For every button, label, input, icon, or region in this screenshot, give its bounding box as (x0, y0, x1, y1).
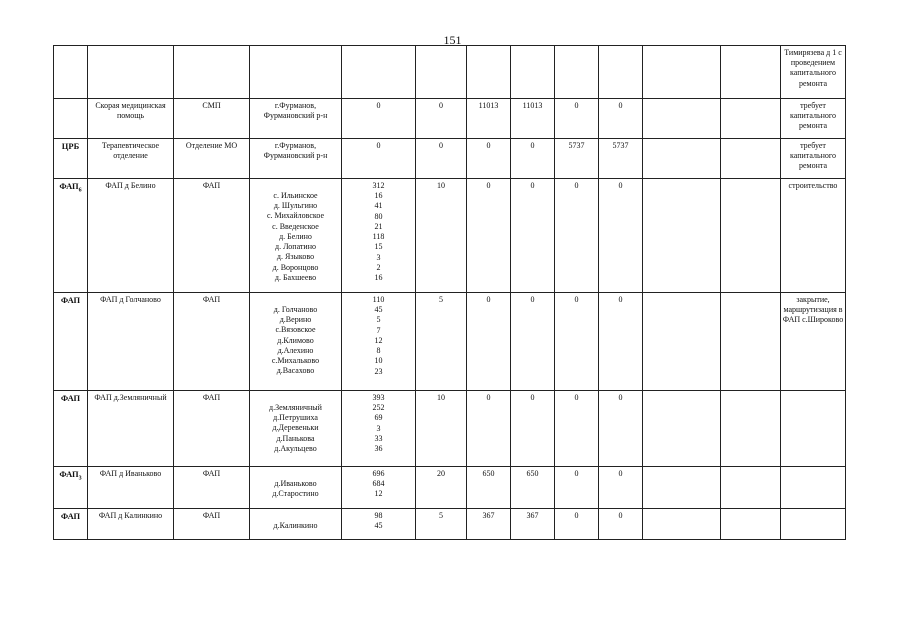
population-value: 0 (376, 101, 381, 110)
value-cell (555, 293, 599, 391)
facility-name-cell (88, 179, 174, 293)
facility-name-cell (88, 509, 174, 540)
population-value: 12 (374, 489, 383, 499)
facility-code: ФАП (59, 181, 79, 191)
settlement-name: д. Языково (276, 252, 315, 262)
value-2: 0 (530, 393, 535, 402)
population-value: 7 (376, 325, 381, 335)
facility-name-cell (88, 46, 174, 99)
facilities-table (53, 45, 846, 540)
facility-type: Отделение МО (185, 141, 238, 150)
population-value: 45 (374, 305, 383, 315)
population-value: 252 (372, 403, 385, 413)
value-1: 650 (482, 469, 495, 478)
settlement-name: д.Панькова (276, 433, 315, 443)
value-cell (511, 99, 555, 139)
value-3: 0 (574, 101, 579, 110)
empty-cell (721, 179, 781, 293)
table-row (54, 179, 846, 293)
settlements-cell (250, 509, 342, 540)
staff-value: 0 (439, 141, 443, 150)
value-cell (511, 509, 555, 540)
value-4: 0 (618, 295, 623, 304)
settlement-name: д. Лопатино (275, 242, 316, 252)
value-cell (643, 509, 721, 540)
facility-name: ФАП д Иваньково (99, 469, 162, 478)
settlement-name: г.Фурманов, (274, 141, 317, 150)
value-4: 0 (618, 393, 623, 402)
settlements-cell (250, 293, 342, 391)
facility-type: ФАП (202, 469, 221, 478)
settlements-cell (250, 467, 342, 509)
settlement-name: с. Михайловское (266, 211, 325, 221)
population-value: 312 (372, 181, 385, 190)
facility-code-cell (54, 467, 88, 509)
settlement-name: Фурмановский р-н (263, 111, 328, 121)
population-value: 5 (376, 315, 381, 325)
population-value: 36 (374, 444, 383, 454)
settlement-name: г.Фурманов, (274, 101, 317, 110)
population-value: 98 (374, 511, 383, 520)
settlement-name (251, 393, 340, 403)
value-cell (599, 99, 643, 139)
table-row (54, 46, 846, 99)
empty-cell (721, 509, 781, 540)
settlements-cell (250, 46, 342, 99)
value-cell (599, 391, 643, 467)
value-cell (555, 139, 599, 179)
population-value: 2 (376, 262, 381, 272)
note-text: закрытие, маршрутизация в ФАП с.Широково (782, 295, 844, 325)
facility-code-cell (54, 99, 88, 139)
value-1: 0 (486, 393, 491, 402)
settlement-name: с. Ильинское (273, 191, 318, 200)
value-cell (599, 467, 643, 509)
value-cell (555, 99, 599, 139)
value-4: 0 (618, 101, 623, 110)
note-cell (781, 509, 846, 540)
settlement-name: Фурмановский р-н (263, 151, 328, 161)
population-value: 23 (374, 366, 383, 376)
settlement-name (251, 295, 340, 305)
settlement-name: д.Иваньково (274, 479, 317, 488)
value-cell (555, 509, 599, 540)
value-cell (511, 293, 555, 391)
facility-type-cell (174, 99, 250, 139)
population-cell (342, 179, 416, 293)
facility-name-cell (88, 99, 174, 139)
settlement-name: д.Верино (279, 315, 312, 325)
value-cell (643, 139, 721, 179)
settlement-name: д.Васахово (276, 366, 315, 376)
settlement-name: д. Белино (279, 231, 312, 241)
value-2: 0 (530, 141, 535, 150)
facility-code: ФАП (60, 393, 81, 403)
value-cell (599, 46, 643, 99)
note-text: требует капитального ремонта (790, 101, 836, 131)
population-value: 45 (374, 521, 383, 531)
value-cell (467, 467, 511, 509)
empty-cell (721, 293, 781, 391)
settlement-name: д.Алехино (277, 345, 314, 355)
note-text: Тимирязева д 1 с проведением капитального ремонта (784, 48, 842, 88)
facility-type-cell (174, 46, 250, 99)
value-1: 0 (486, 141, 491, 150)
facility-name: Терапевтическое отделение (101, 141, 160, 161)
value-cell (511, 467, 555, 509)
table-row (54, 467, 846, 509)
facility-code-index: 3 (78, 475, 82, 482)
facility-name-cell (88, 467, 174, 509)
value-1: 367 (482, 511, 495, 520)
note-cell (781, 179, 846, 293)
settlement-name: д.Старостино (272, 489, 319, 499)
staff-cell (416, 509, 467, 540)
value-cell (511, 179, 555, 293)
staff-cell (416, 293, 467, 391)
population-value: 10 (374, 356, 383, 366)
value-2: 650 (526, 469, 539, 478)
population-value: 69 (374, 413, 383, 423)
note-cell (781, 293, 846, 391)
population-cell (342, 467, 416, 509)
facility-type: ФАП (202, 393, 221, 402)
value-cell (511, 391, 555, 467)
note-text: строительство (788, 181, 838, 190)
settlement-name: д.Калинкино (273, 521, 318, 530)
facility-type-cell (174, 139, 250, 179)
facility-type-cell (174, 467, 250, 509)
value-2: 0 (530, 295, 535, 304)
value-cell (599, 179, 643, 293)
value-4: 0 (618, 511, 623, 520)
value-cell (643, 99, 721, 139)
table-row (54, 139, 846, 179)
facility-type-cell (174, 179, 250, 293)
staff-value: 5 (439, 511, 443, 520)
value-cell (511, 46, 555, 99)
value-cell (555, 391, 599, 467)
value-cell (555, 46, 599, 99)
population-value: 696 (372, 469, 385, 478)
value-3: 0 (574, 511, 579, 520)
value-cell (643, 467, 721, 509)
population-value: 16 (374, 273, 383, 283)
note-text: требует капитального ремонта (790, 141, 836, 171)
settlement-name: д. Воронцово (272, 262, 319, 272)
settlement-name: с.Вязовское (275, 325, 316, 335)
population-value: 80 (374, 211, 383, 221)
note-cell (781, 391, 846, 467)
value-cell (599, 509, 643, 540)
value-2: 11013 (522, 101, 543, 110)
value-3: 0 (574, 295, 579, 304)
note-cell (781, 99, 846, 139)
value-3: 5737 (568, 141, 585, 150)
settlements-cell (250, 139, 342, 179)
value-3: 0 (574, 393, 579, 402)
facility-code-cell (54, 179, 88, 293)
value-cell (467, 179, 511, 293)
value-cell (555, 467, 599, 509)
value-cell (467, 139, 511, 179)
value-3: 0 (574, 469, 579, 478)
facility-name: ФАП д Калинкино (98, 511, 163, 520)
value-cell (467, 293, 511, 391)
population-value: 8 (376, 346, 381, 356)
staff-cell (416, 391, 467, 467)
facility-code-index: 6 (78, 187, 82, 194)
value-1: 0 (486, 181, 491, 190)
settlement-name: д.Земляничный (269, 403, 322, 412)
empty-cell (721, 139, 781, 179)
note-cell (781, 139, 846, 179)
settlement-name (251, 469, 340, 479)
value-1: 0 (486, 295, 491, 304)
staff-value: 10 (437, 181, 445, 190)
settlements-cell (250, 179, 342, 293)
settlements-cell (250, 99, 342, 139)
table-row (54, 391, 846, 467)
facility-type: ФАП (202, 181, 221, 190)
empty-cell (721, 391, 781, 467)
staff-value: 20 (437, 469, 445, 478)
value-cell (467, 509, 511, 540)
population-cell (342, 139, 416, 179)
settlement-name: д.Акульцево (274, 443, 317, 453)
population-value: 15 (374, 242, 383, 252)
facility-name: Скорая медицинская помощь (95, 101, 166, 121)
value-cell (467, 99, 511, 139)
note-cell (781, 467, 846, 509)
note-cell (781, 46, 846, 99)
population-cell (342, 46, 416, 99)
value-4: 5737 (612, 141, 629, 150)
value-cell (467, 391, 511, 467)
population-value: 21 (374, 221, 383, 231)
value-4: 0 (618, 469, 623, 478)
settlement-name: с. Введенское (272, 221, 319, 231)
facility-name-cell (88, 139, 174, 179)
facility-type: ФАП (202, 295, 221, 304)
value-cell (599, 139, 643, 179)
facility-name-cell (88, 293, 174, 391)
facility-name: ФАП д Белино (105, 181, 156, 190)
empty-cell (721, 99, 781, 139)
facility-name: ФАП д.Земляничный (94, 393, 167, 402)
settlement-name (251, 511, 340, 521)
population-value: 110 (372, 295, 385, 304)
staff-cell (416, 467, 467, 509)
population-value: 684 (372, 479, 385, 489)
facility-code-cell (54, 293, 88, 391)
facility-type-cell (174, 293, 250, 391)
value-1: 11013 (478, 101, 499, 110)
staff-value: 0 (439, 101, 443, 110)
value-3: 0 (574, 181, 579, 190)
facility-type: ФАП (202, 511, 221, 520)
staff-value: 5 (439, 295, 443, 304)
facility-type-cell (174, 391, 250, 467)
facility-code-cell (54, 139, 88, 179)
facility-name-cell (88, 391, 174, 467)
settlement-name: д.Климово (277, 335, 314, 345)
staff-cell (416, 139, 467, 179)
facility-code-cell (54, 46, 88, 99)
population-value: 16 (374, 191, 383, 201)
table-row (54, 293, 846, 391)
population-value: 12 (374, 335, 383, 345)
population-value: 393 (372, 393, 385, 402)
value-cell (643, 391, 721, 467)
table-row (54, 99, 846, 139)
population-value: 3 (376, 252, 381, 262)
settlement-name: д. Шульгино (273, 201, 318, 211)
facility-type-cell (174, 509, 250, 540)
value-4: 0 (618, 181, 623, 190)
population-cell (342, 509, 416, 540)
staff-cell (416, 99, 467, 139)
value-cell (599, 293, 643, 391)
empty-cell (721, 46, 781, 99)
facility-code-cell (54, 509, 88, 540)
facility-code: ФАП (60, 295, 81, 305)
population-cell (342, 99, 416, 139)
value-cell (555, 179, 599, 293)
value-2: 367 (526, 511, 539, 520)
value-cell (643, 293, 721, 391)
population-value: 118 (372, 232, 385, 242)
value-cell (511, 139, 555, 179)
population-cell (342, 293, 416, 391)
population-value: 0 (376, 141, 381, 150)
population-cell (342, 391, 416, 467)
facility-code: ФАП (60, 511, 81, 521)
population-value: 41 (374, 201, 383, 211)
settlement-name: д. Голчаново (273, 305, 318, 314)
staff-value: 10 (437, 393, 445, 402)
empty-cell (721, 467, 781, 509)
settlements-cell (250, 391, 342, 467)
population-value: 3 (376, 423, 381, 433)
value-cell (467, 46, 511, 99)
settlement-name (251, 181, 340, 191)
settlement-name: с.Михальково (271, 356, 320, 366)
facility-code-cell (54, 391, 88, 467)
facility-code: ЦРБ (61, 141, 80, 151)
staff-cell (416, 46, 467, 99)
population-value: 33 (374, 433, 383, 443)
value-cell (643, 46, 721, 99)
page-number: 151 (443, 33, 462, 47)
settlement-name: д.Деревеньки (272, 423, 319, 433)
staff-cell (416, 179, 467, 293)
facility-name: ФАП д Голчаново (100, 295, 161, 304)
value-2: 0 (530, 181, 535, 190)
value-cell (643, 179, 721, 293)
table-row (54, 509, 846, 540)
facility-code: ФАП (59, 469, 79, 479)
settlement-name: д.Петрушиха (273, 413, 318, 423)
settlement-name: д. Бахшеево (274, 272, 317, 282)
facility-type: СМП (202, 101, 221, 110)
